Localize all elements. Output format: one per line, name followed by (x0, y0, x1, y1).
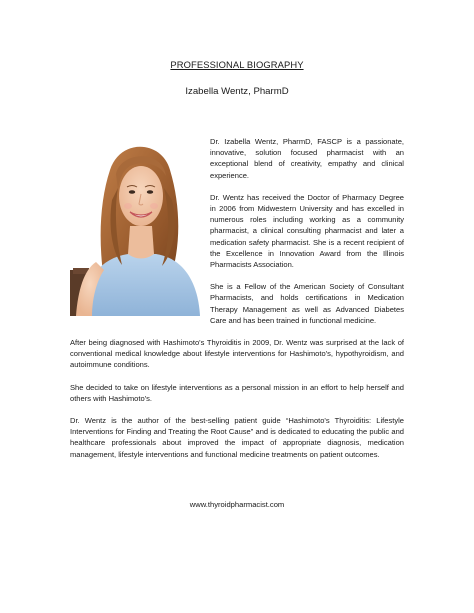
website-link[interactable]: www.thyroidpharmacist.com (189, 500, 285, 509)
paragraph-diagnosis: After being diagnosed with Hashimoto's Thyroiditis in 2009, Dr. Wentz was surprised at the lack of conventional medical knowledge about lifestyle interventions for Hashimoto's, hypothyroidism, and autoimmune conditions. (70, 338, 404, 370)
paragraph-mission: She decided to take on lifestyle interventions as a personal mission in an effort to help herself and others with Hashimoto's. (70, 382, 404, 403)
paragraph-author: Dr. Wentz is the author of the best-selling patient guide “Hashimoto's Thyroiditis: Lifestyle Interventions for Finding and Treating the Root Cause” and is dedicated to educating the public and healthcare professionals about improved the impact of appropriate diagnosis, medication management, lifestyle interventions and functional medicine treatments on patient outcomes. (70, 416, 404, 459)
biography-body (70, 130, 404, 460)
paragraph-intro: Dr. Izabella Wentz, PharmD, FASCP is a passionate, innovative, solution focused pharmacist with an exceptional blend of creativity, empathy and clinical experience. (210, 137, 404, 180)
document-title: PROFESSIONAL BIOGRAPHY (170, 59, 304, 70)
portrait-photo-icon (70, 130, 203, 316)
portrait-photo (70, 130, 203, 316)
paragraph-fellowship: She is a Fellow of the American Society of Consultant Pharmacists, and holds certifications in Medication Therapy Management as well as Advanced Diabetes Care and has been trained in functional medicine. (210, 282, 404, 325)
document-subtitle: Izabella Wentz, PharmD (185, 86, 289, 97)
paragraph-education: Dr. Wentz has received the Doctor of Pharmacy Degree in 2006 from Midwestern University and has excelled in numerous roles including working as a community pharmacist, a clinical consulting pharmacist and later a medication safety pharmacist. She is a recent recipient of the Excellence in Innovation Award from the Illinois Pharmacists Association. (210, 192, 404, 270)
